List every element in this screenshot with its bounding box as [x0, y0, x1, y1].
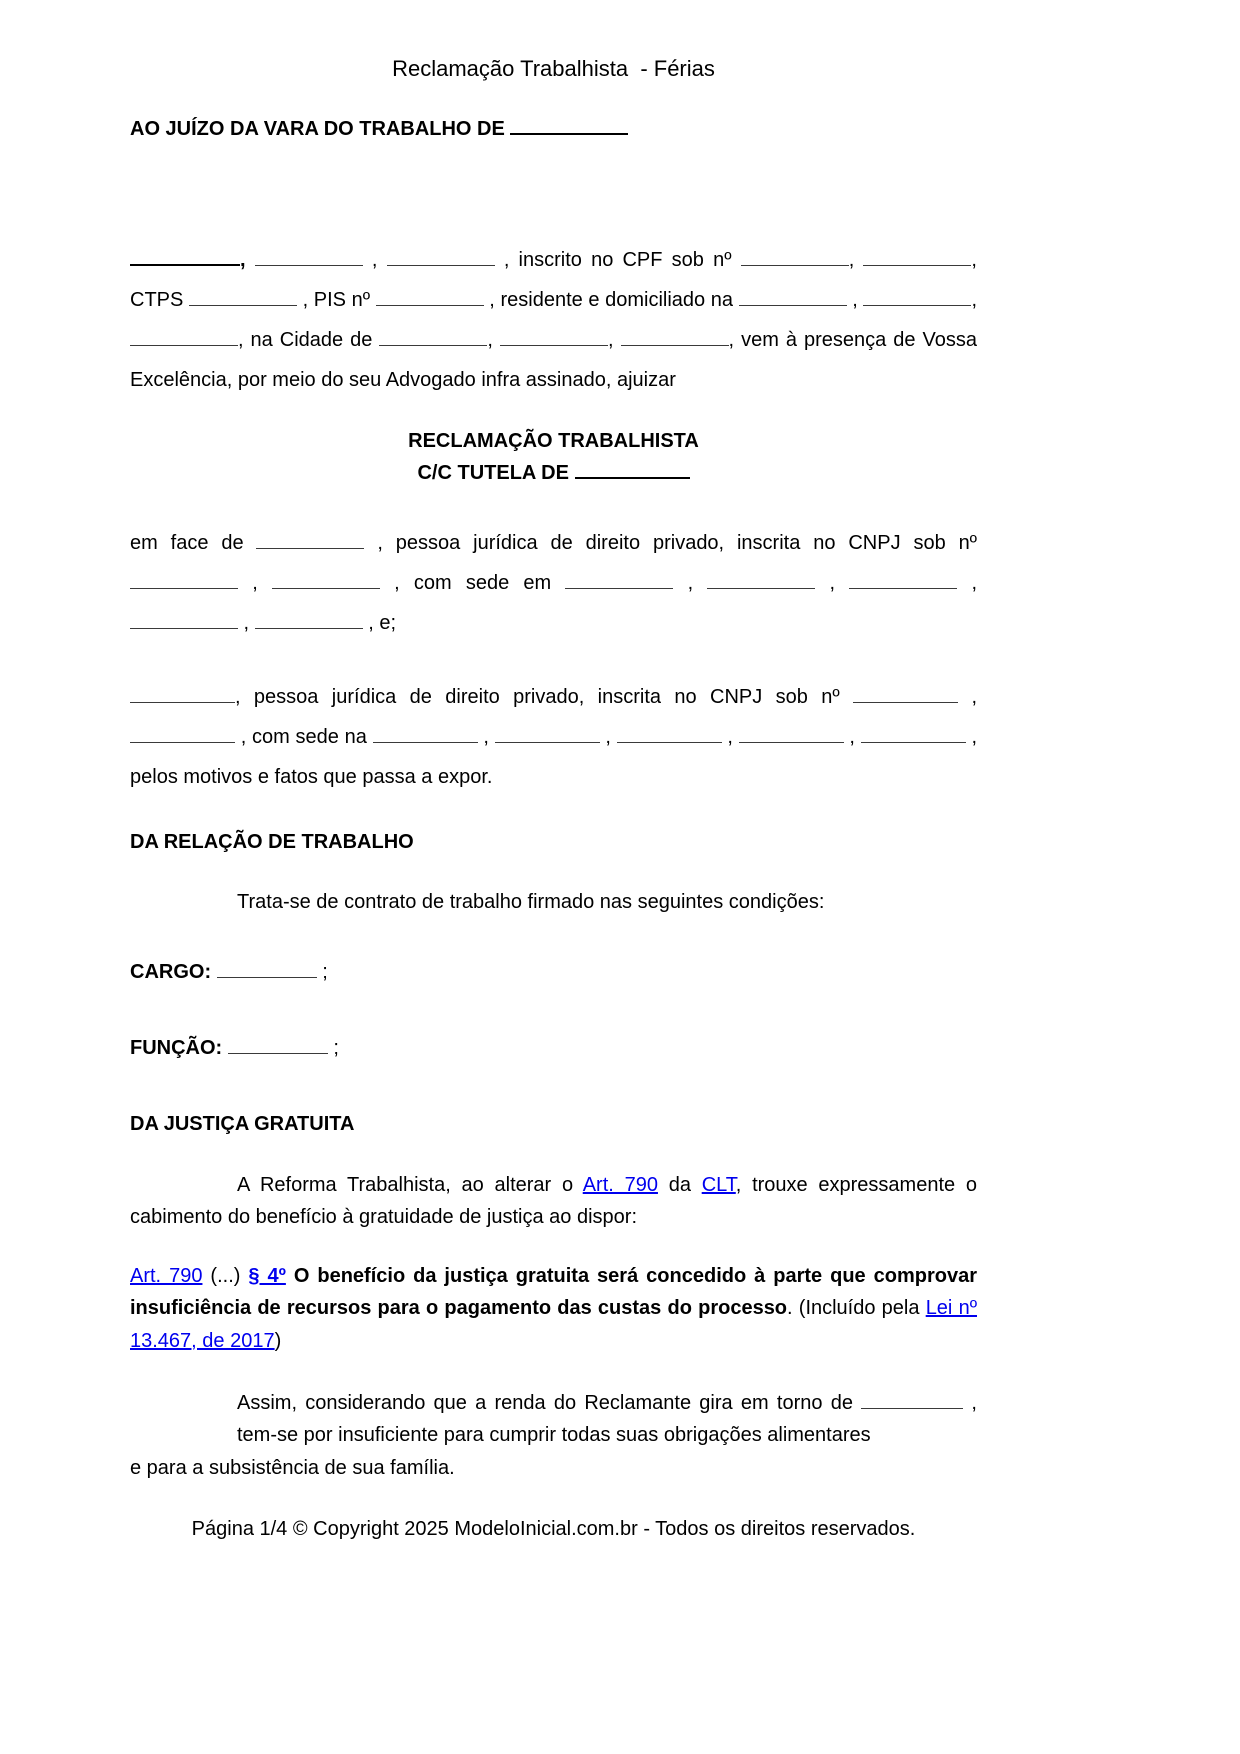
- funcao-line: [130, 1033, 977, 1063]
- text-run: ,: [238, 612, 255, 634]
- blank-field: [228, 1033, 328, 1054]
- document-link[interactable]: Lei nº 13.467, de 2017: [130, 1297, 977, 1352]
- text-run: ,: [957, 572, 977, 594]
- pleading-heading: [130, 426, 977, 489]
- blank-field: [739, 722, 844, 743]
- text-run: , PIS nº: [296, 289, 376, 311]
- text-run: , com sede em: [379, 572, 566, 594]
- blank-field: [373, 722, 478, 743]
- text-run: ,: [607, 329, 621, 351]
- blank-field: [495, 722, 600, 743]
- blank-field: [861, 722, 966, 743]
- text-run: ,: [487, 329, 500, 351]
- section-heading-relacao-trabalho: DA RELAÇÃO DE TRABALHO: [130, 831, 414, 853]
- court-addressing-line: [130, 113, 977, 144]
- blank-field: [256, 528, 364, 549]
- blank-field: [130, 325, 238, 346]
- blank-field: [376, 285, 484, 306]
- page-footer-copyright: Página 1/4 © Copyright 2025 ModeloInicial.com.br - Todos os direitos reservados.: [191, 1518, 916, 1541]
- blank-field: [863, 285, 971, 306]
- document-link[interactable]: CLT: [701, 1174, 736, 1196]
- blank-field: [621, 325, 729, 346]
- text-run: ,: [599, 726, 617, 748]
- bold-text-run: O benefício da justiça gratuita será concedido à parte que comprovar insuficiência de recursos para o pagamento das custas do processo: [130, 1264, 977, 1320]
- text-run: , pessoa jurídica de direito privado, inscrita no CNPJ sob nº: [235, 686, 854, 708]
- bold-text-run: ,: [240, 249, 255, 271]
- text-run: , com sede na: [235, 726, 373, 748]
- text-run: , vem à presença de Vossa Excelência, por meio do seu Advogado infra assinado, ajuizar: [130, 329, 977, 391]
- section-heading-justica-gratuita: DA JUSTIÇA GRATUITA: [130, 1113, 355, 1135]
- text-run: (...): [202, 1264, 249, 1287]
- document-link[interactable]: Art. 790: [130, 1264, 203, 1287]
- text-run: ,: [846, 289, 864, 311]
- text-run: Assim, considerando que a renda do Reclamante gira em torno de: [237, 1391, 862, 1414]
- text-run: , pelos motivos e fatos que passa a expor.: [130, 726, 978, 788]
- text-run: em face de: [130, 532, 257, 554]
- text-run: , na Cidade de: [238, 329, 380, 351]
- text-run: ,: [721, 726, 739, 748]
- blank-field: [863, 245, 971, 266]
- document-title: Reclamação Trabalhista - Férias: [392, 56, 715, 81]
- blank-field: [130, 608, 238, 629]
- text-run: , tem-se por insuficiente para cumprir todas suas obrigações alimentares: [237, 1391, 977, 1447]
- blank-field: [741, 245, 849, 266]
- defendant1-paragraph: [130, 523, 977, 643]
- text-run: ;: [327, 1037, 339, 1059]
- text-run: . (Incluído pela: [787, 1297, 926, 1320]
- text-run: ,: [673, 572, 708, 594]
- text-run: ): [274, 1329, 282, 1352]
- text-run: , trouxe expressamente o cabimento do benefício à gratuidade de justiça ao dispor:: [130, 1174, 978, 1229]
- law-quote-block: [130, 1260, 977, 1357]
- blank-field: [617, 722, 722, 743]
- blank-field: [861, 1388, 963, 1409]
- bold-text-run: CARGO:: [130, 961, 217, 983]
- blank-field: [130, 568, 238, 589]
- blank-field: [510, 113, 628, 135]
- text-run: ,: [815, 572, 850, 594]
- text-run: A Reforma Trabalhista, ao alterar o: [237, 1174, 583, 1196]
- text-run: , inscrito no CPF sob nº: [494, 249, 741, 271]
- blank-field: [707, 568, 815, 589]
- blank-field: [217, 957, 317, 978]
- cargo-line: [130, 957, 977, 987]
- text-run: , residente e domiciliado na: [483, 289, 739, 311]
- reforma-trabalhista-paragraph: [130, 1169, 977, 1234]
- blank-field: [130, 682, 235, 703]
- blank-field: [575, 457, 690, 479]
- blank-field: [853, 682, 958, 703]
- document-link[interactable]: § 4º: [248, 1264, 286, 1287]
- text-run: ,: [971, 289, 977, 311]
- contract-intro-paragraph: Trata-se de contrato de trabalho firmado nas seguintes condições:: [237, 891, 825, 913]
- blank-field: [739, 285, 847, 306]
- text-run: , CTPS: [130, 249, 977, 311]
- blank-field: [130, 244, 240, 266]
- document-link[interactable]: Art. 790: [582, 1174, 658, 1196]
- claimant-qualification-paragraph: [130, 240, 977, 400]
- text-run: ,: [362, 249, 387, 271]
- blank-field: [387, 245, 495, 266]
- text-run: , e;: [362, 612, 397, 634]
- bold-text-run: FUNÇÃO:: [130, 1037, 228, 1059]
- text-run: ,: [848, 249, 864, 271]
- assim-paragraph-continuation: e para a subsistência de sua família.: [130, 1456, 455, 1479]
- assim-paragraph: [237, 1387, 977, 1452]
- blank-field: [500, 325, 608, 346]
- defendant2-paragraph: [130, 677, 977, 797]
- blank-field: [189, 285, 297, 306]
- text-run: da: [657, 1174, 702, 1196]
- text-run: ,: [958, 686, 977, 708]
- blank-field: [130, 722, 235, 743]
- pleading-heading-line1: RECLAMAÇÃO TRABALHISTA: [408, 430, 699, 452]
- blank-field: [255, 245, 363, 266]
- blank-field: [849, 568, 957, 589]
- text-run: , pessoa jurídica de direito privado, inscrita no CNPJ sob nº: [364, 532, 977, 554]
- blank-field: [565, 568, 673, 589]
- text-run: ,: [477, 726, 495, 748]
- text-run: ;: [316, 961, 328, 983]
- blank-field: [272, 568, 380, 589]
- bold-text-run: C/C TUTELA DE: [417, 462, 575, 484]
- text-run: ,: [843, 726, 861, 748]
- blank-field: [255, 608, 363, 629]
- blank-field: [379, 325, 487, 346]
- text-run: ,: [238, 572, 272, 594]
- pleading-heading-line2: [130, 457, 977, 489]
- bold-text-run: AO JUÍZO DA VARA DO TRABALHO DE: [130, 118, 511, 140]
